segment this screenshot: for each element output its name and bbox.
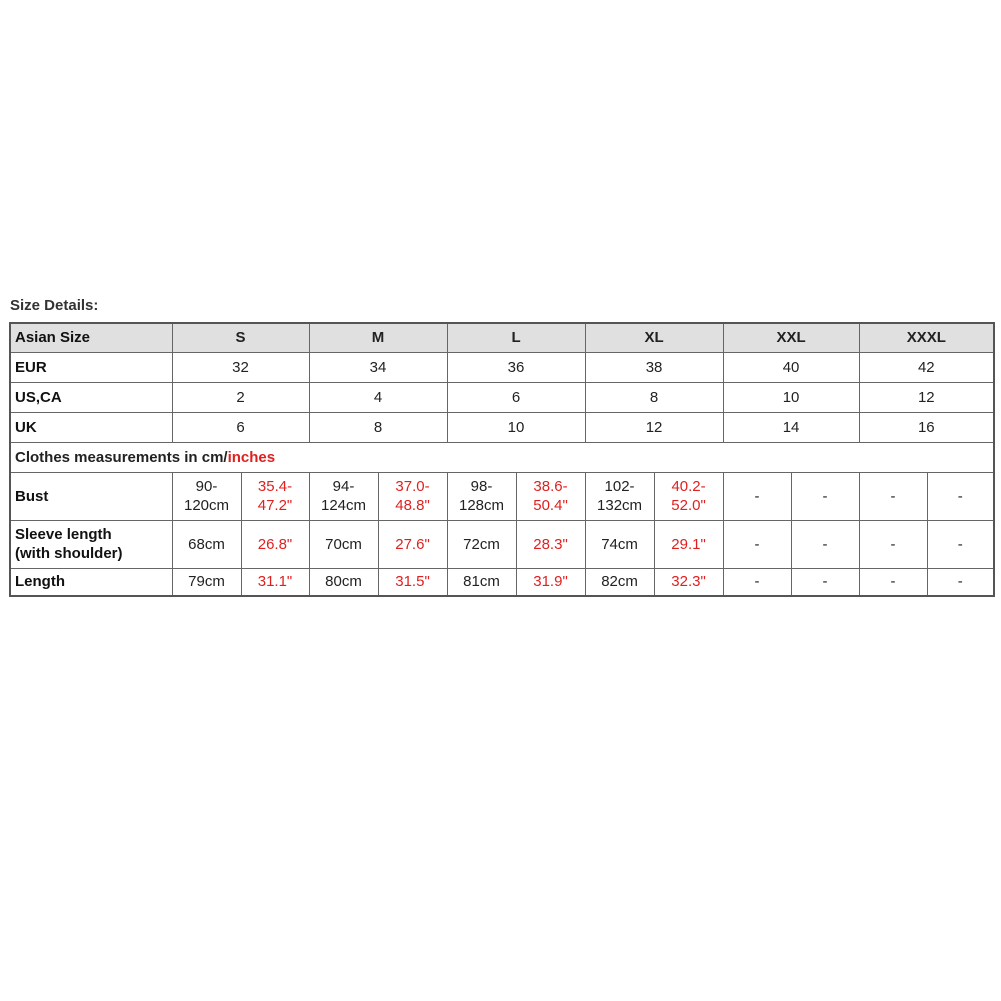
length-cm-xxl: - [723, 568, 791, 596]
size-xxl-header: XXL [723, 323, 859, 352]
sleeve-cm-l: 72cm [447, 520, 516, 568]
row-label: EUR [10, 352, 172, 382]
table-cell: 10 [447, 412, 585, 442]
bust-row [10, 472, 994, 520]
table-cell: 34 [309, 352, 447, 382]
size-m-header: M [309, 323, 447, 352]
sleeve-in-xxxl: - [927, 520, 994, 568]
note-inches: inches [227, 448, 276, 466]
table-cell: 12 [859, 382, 994, 412]
measurements-note [10, 442, 994, 472]
length-cm-s: 79cm [172, 568, 241, 596]
table-cell: 42 [859, 352, 994, 382]
table-cell: 38 [585, 352, 723, 382]
length-in-s: 31.1" [241, 568, 309, 596]
length-cm-xxxl: - [859, 568, 927, 596]
size-l-header: L [447, 323, 585, 352]
length-in-l: 31.9" [516, 568, 585, 596]
row-label: Length [10, 568, 172, 596]
length-cm-m: 80cm [309, 568, 378, 596]
sleeve-in-xl: 29.1" [654, 520, 723, 568]
table-cell: 16 [859, 412, 994, 442]
bust-in-xxxl: - [927, 472, 994, 520]
length-cm-xl: 82cm [585, 568, 654, 596]
row-label: Sleeve length (with shoulder) [10, 520, 172, 568]
length-in-xxl: - [791, 568, 859, 596]
bust-cm-xxxl: - [859, 472, 927, 520]
row-label: UK [10, 412, 172, 442]
length-in-xl: 32.3" [654, 568, 723, 596]
sleeve-cm-xl: 74cm [585, 520, 654, 568]
bust-in-s: 35.4- 47.2" [241, 472, 309, 520]
sleeve-cm-xxl: - [723, 520, 791, 568]
row-label: US,CA [10, 382, 172, 412]
table-cell: 6 [172, 412, 309, 442]
bust-cm-l: 98- 128cm [447, 472, 516, 520]
header-label: Asian Size [10, 323, 172, 352]
table-cell: 8 [309, 412, 447, 442]
table-cell: 6 [447, 382, 585, 412]
sleeve-in-m: 27.6" [378, 520, 447, 568]
size-table [9, 322, 995, 597]
length-in-m: 31.5" [378, 568, 447, 596]
bust-in-m: 37.0- 48.8" [378, 472, 447, 520]
size-s-header: S [172, 323, 309, 352]
table-cell: 14 [723, 412, 859, 442]
sleeve-cm-xxxl: - [859, 520, 927, 568]
table-cell: 4 [309, 382, 447, 412]
length-cm-l: 81cm [447, 568, 516, 596]
sleeve-in-l: 28.3" [516, 520, 585, 568]
bust-cm-xl: 102- 132cm [585, 472, 654, 520]
header-row [10, 323, 994, 352]
measurements-note-row [10, 442, 994, 472]
uk-row [10, 412, 994, 442]
row-label: Bust [10, 472, 172, 520]
sleeve-in-xxl: - [791, 520, 859, 568]
table-cell: 8 [585, 382, 723, 412]
sleeve-row [10, 520, 994, 568]
bust-cm-xxl: - [723, 472, 791, 520]
table-cell: 36 [447, 352, 585, 382]
size-xxxl-header: XXXL [859, 323, 994, 352]
size-xl-header: XL [585, 323, 723, 352]
table-cell: 10 [723, 382, 859, 412]
eur-row [10, 352, 994, 382]
table-cell: 32 [172, 352, 309, 382]
bust-in-xxl: - [791, 472, 859, 520]
table-cell: 12 [585, 412, 723, 442]
bust-in-xl: 40.2- 52.0" [654, 472, 723, 520]
page-title: Size Details: [10, 297, 99, 314]
length-in-xxxl: - [927, 568, 994, 596]
bust-cm-s: 90- 120cm [172, 472, 241, 520]
us-ca-row [10, 382, 994, 412]
length-row [10, 568, 994, 596]
sleeve-in-s: 26.8" [241, 520, 309, 568]
table-cell: 40 [723, 352, 859, 382]
table-cell: 2 [172, 382, 309, 412]
note-prefix: Clothes measurements in cm/ [15, 448, 228, 466]
sleeve-cm-s: 68cm [172, 520, 241, 568]
bust-in-l: 38.6- 50.4" [516, 472, 585, 520]
bust-cm-m: 94- 124cm [309, 472, 378, 520]
sleeve-cm-m: 70cm [309, 520, 378, 568]
